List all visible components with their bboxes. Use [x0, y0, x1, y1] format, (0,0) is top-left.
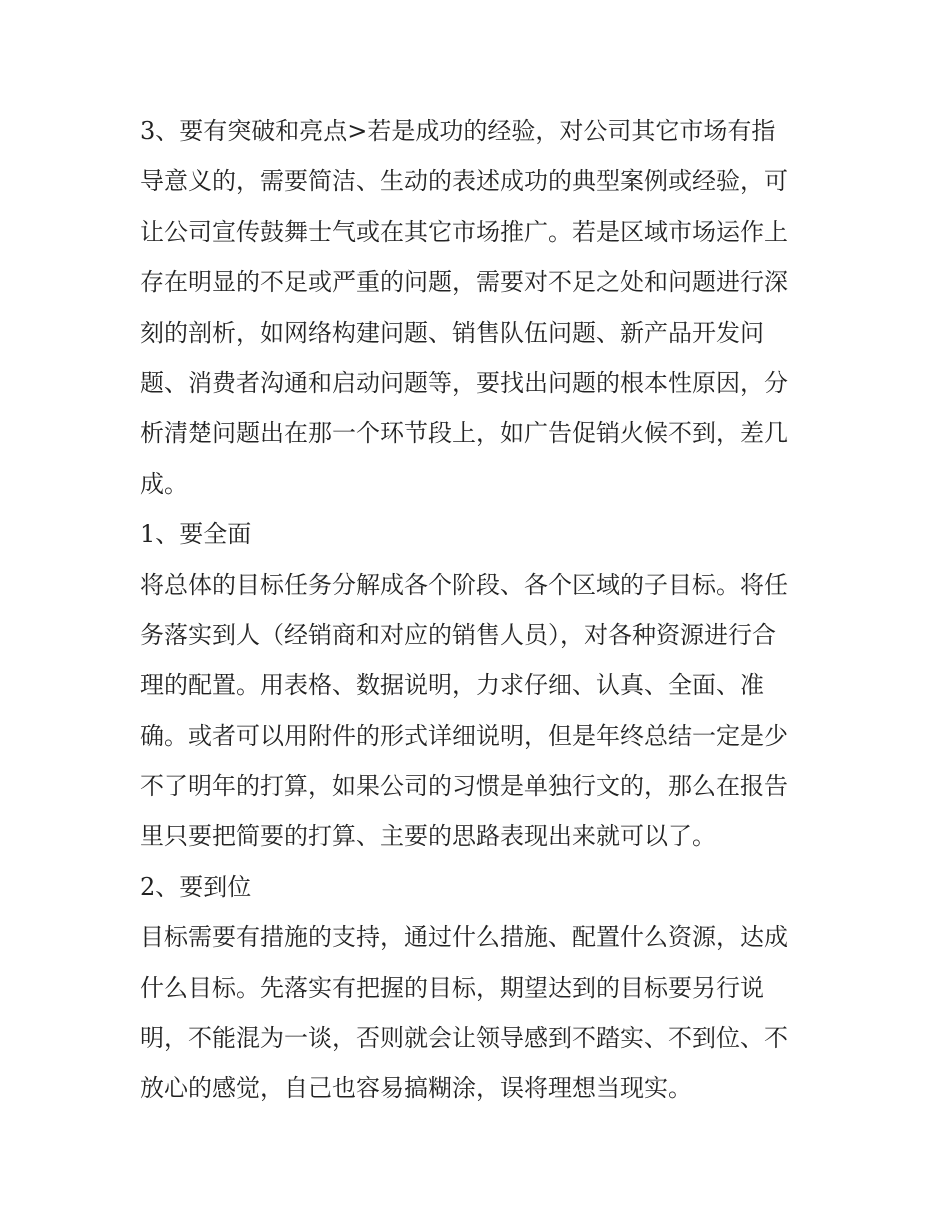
text-line: 将总体的目标任务分解成各个阶段、各个区域的子目标。将任 — [140, 570, 788, 599]
text-line: 让公司宣传鼓舞士气或在其它市场推广。若是区域市场运作上 — [140, 217, 788, 246]
text-line: 放心的感觉，自己也容易搞糊涂，误将理想当现实。 — [140, 1074, 692, 1103]
text-line: 3、要有突破和亮点>若是成功的经验，对公司其它市场有指 — [140, 117, 776, 145]
text-line: 务落实到人（经销商和对应的销售人员），对各种资源进行合 — [140, 620, 776, 649]
text-line: 存在明显的不足或严重的问题，需要对不足之处和问题进行深 — [140, 268, 788, 297]
section-heading: 1、要全面 — [140, 520, 252, 549]
text-line: 不了明年的打算，如果公司的习惯是单独行文的，那么在报告 — [140, 772, 788, 801]
text-line: 析清楚问题出在那一个环节段上，如广告促销火候不到，差几 — [140, 419, 788, 448]
text-line: 刻的剖析，如网络构建问题、销售队伍问题、新产品开发问 — [140, 318, 764, 347]
text-line: 什么目标。先落实有把握的目标，期望达到的目标要另行说 — [140, 973, 764, 1002]
section-heading: 2、要到位 — [140, 872, 252, 901]
text-line: 理的配置。用表格、数据说明，力求仔细、认真、全面、准 — [140, 671, 764, 700]
text-line: 成。 — [140, 469, 188, 498]
text-line: 确。或者可以用附件的形式详细说明，但是年终总结一定是少 — [140, 721, 788, 750]
text-line: 明，不能混为一谈，否则就会让领导感到不踏实、不到位、不 — [140, 1024, 788, 1053]
text-line: 目标需要有措施的支持，通过什么措施、配置什么资源，达成 — [140, 923, 788, 952]
text-line: 里只要把简要的打算、主要的思路表现出来就可以了。 — [140, 822, 716, 851]
text-line: 题、消费者沟通和启动问题等，要找出问题的根本性原因，分 — [140, 368, 788, 397]
document-body — [140, 106, 812, 1114]
text-line: 导意义的，需要简洁、生动的表述成功的典型案例或经验，可 — [140, 167, 788, 196]
